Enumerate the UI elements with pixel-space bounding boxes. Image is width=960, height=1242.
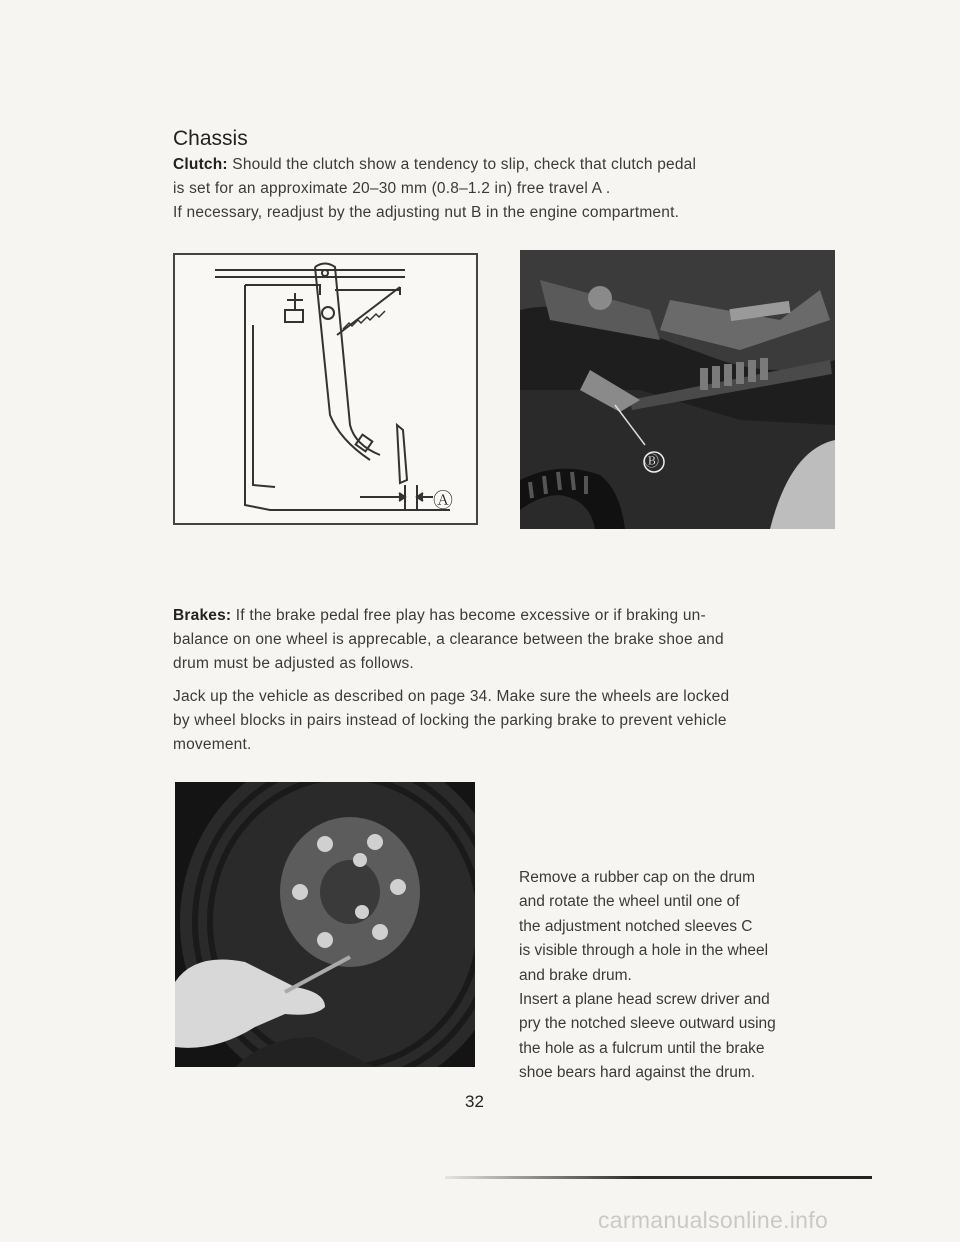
watermark: carmanualsonline.info — [598, 1207, 829, 1233]
jack-line-1: Jack up the vehicle as described on page 34. Make sure the wheels are locked — [173, 688, 730, 705]
page-number: 32 — [465, 1092, 484, 1111]
clutch-line-3: If necessary, readjust by the adjusting nut B in the engine compartment. — [173, 204, 680, 221]
step-line: is visible through a hole in the wheel — [519, 942, 769, 960]
step-line: the adjustment notched sleeves C — [519, 917, 753, 935]
engine-photo-drawing — [520, 250, 835, 529]
brakes-label: Brakes: — [173, 607, 232, 624]
step-line: and rotate the wheel until one of — [519, 893, 740, 911]
step-line: Insert a plane head screw driver and — [519, 991, 770, 1009]
brakes-line-2: balance on one wheel is apprecable, a clearance between the brake shoe and — [173, 631, 724, 648]
step-line: Remove a rubber cap on the drum — [519, 869, 756, 886]
callout-b: Ⓑ — [644, 453, 660, 470]
clutch-line-2: is set for an approximate 20–30 mm (0.8–1.2 in) free travel A . — [173, 180, 611, 197]
brakes-line-1: If the brake pedal free play has become excessive or if braking un- — [235, 607, 706, 624]
section-title: Chassis — [173, 127, 248, 150]
step-line: pry the notched sleeve outward using — [519, 1015, 776, 1033]
callout-a: Ⓐ — [433, 490, 453, 512]
jack-paragraph — [173, 685, 863, 757]
clutch-label: Clutch: — [173, 156, 228, 173]
clutch-line-1: Should the clutch show a tendency to slip, check that clutch pedal — [232, 156, 697, 173]
jack-line-2: by wheel blocks in pairs instead of locking the parking brake to prevent vehicle — [173, 712, 727, 729]
engine-compartment-photo — [520, 250, 835, 529]
jack-line-3: movement. — [173, 736, 252, 753]
clutch-pedal-diagram — [173, 253, 478, 525]
wheel-drum-photo — [175, 782, 475, 1067]
brakes-line-3: drum must be adjusted as follows. — [173, 655, 414, 672]
step-line: the hole as a fulcrum until the brake — [519, 1039, 765, 1057]
brakes-paragraph — [173, 604, 863, 676]
clutch-pedal-drawing — [175, 255, 476, 523]
step-line: shoe bears hard against the drum. — [519, 1064, 756, 1082]
clutch-paragraph — [173, 153, 863, 225]
footer-rule — [445, 1176, 872, 1179]
adjustment-instructions — [519, 866, 839, 1086]
step-line: and brake drum. — [519, 966, 632, 984]
wheel-photo-drawing — [175, 782, 475, 1067]
